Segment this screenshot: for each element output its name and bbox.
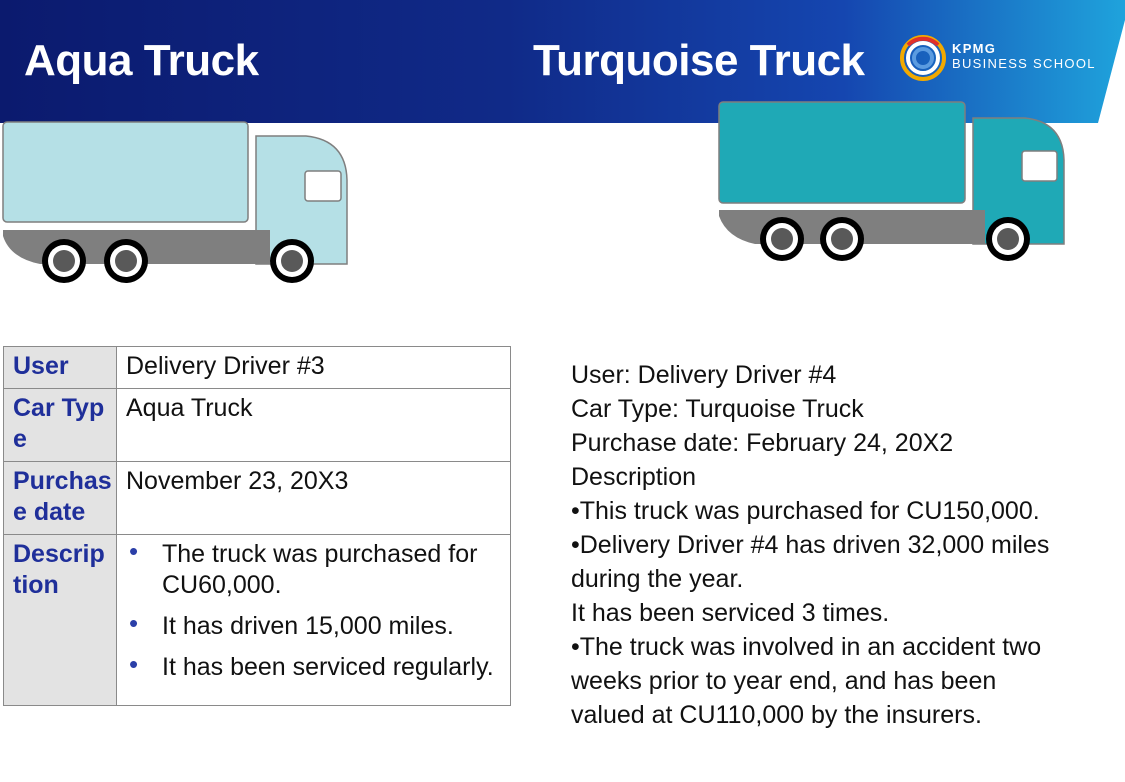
kpmg-logo [898, 33, 1108, 85]
info-line: valued at CU110,000 by the insurers. [571, 701, 982, 729]
info-line: during the year. [571, 565, 744, 593]
table-row [4, 535, 511, 706]
description-cell [117, 535, 511, 706]
table-row [4, 347, 511, 389]
row-label: Purchase date [4, 462, 117, 535]
info-line: Description [571, 463, 697, 491]
info-line: Purchase date: February 24, 20X2 [571, 429, 954, 457]
info-line: User: Delivery Driver #4 [571, 361, 837, 389]
info-line: •The truck was involved in an accident two [571, 633, 1042, 661]
info-line: weeks prior to year end, and has been [571, 667, 997, 695]
bullet-text: The truck was purchased for CU60,000. [162, 540, 478, 599]
row-label: Car Type [4, 389, 117, 462]
bullet-text: It has driven 15,000 miles. [162, 612, 454, 640]
turquoise-truck-title: Turquoise Truck [533, 36, 865, 85]
list-item [126, 649, 502, 683]
bullet-icon: • [129, 649, 139, 679]
info-line: •This truck was purchased for CU150,000. [571, 497, 1040, 525]
logo-name: BUSINESS SCHOOL [952, 56, 1096, 71]
bullet-icon: • [129, 608, 139, 638]
kpmg-business-school-logo-icon [898, 33, 948, 83]
row-label: Description [4, 535, 117, 706]
aqua-truck-title: Aqua Truck [24, 36, 259, 85]
info-line: •Delivery Driver #4 has driven 32,000 miles [571, 531, 1050, 559]
row-value: Delivery Driver #3 [117, 347, 511, 389]
row-label: User [4, 347, 117, 389]
description-bullets [126, 536, 502, 683]
list-item [126, 608, 502, 642]
table-row [4, 389, 511, 462]
info-line: It has been serviced 3 times. [571, 599, 890, 627]
info-line: Car Type: Turquoise Truck [571, 395, 864, 423]
bullet-text: It has been serviced regularly. [162, 653, 494, 681]
table-row [4, 462, 511, 535]
turquoise-truck-icon [715, 98, 1067, 268]
row-value: Aqua Truck [117, 389, 511, 462]
logo-brand: KPMG [952, 41, 997, 56]
bullet-icon: • [129, 536, 139, 566]
turquoise-truck-info [571, 358, 1116, 732]
aqua-truck-icon [0, 118, 352, 288]
row-value: November 23, 20X3 [117, 462, 511, 535]
list-item [126, 536, 502, 601]
aqua-truck-info-table [3, 346, 511, 706]
